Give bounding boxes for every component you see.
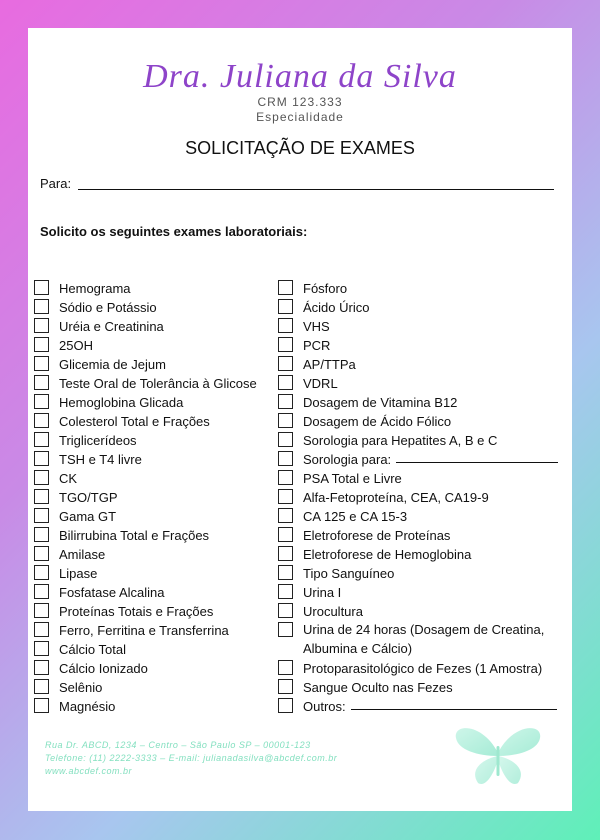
exam-label: Sorologia para: [303, 452, 392, 467]
exam-label: Glicemia de Jejum [59, 357, 166, 372]
exam-label: Amilase [59, 547, 106, 562]
left-exam-item [34, 545, 257, 564]
left-exam-item [34, 279, 257, 298]
doctor-name: Dra. Juliana da Silva [143, 58, 457, 95]
exam-checkbox[interactable] [278, 489, 293, 504]
exam-checkbox[interactable] [34, 698, 49, 713]
left-exam-item [34, 317, 257, 336]
right-exam-item [278, 621, 563, 659]
left-exam-item [34, 526, 257, 545]
exam-label: AP/TTPa [303, 357, 356, 372]
right-exam-item [278, 336, 563, 355]
exam-checkbox[interactable] [34, 622, 49, 637]
para-field[interactable] [78, 189, 554, 190]
specialty: Especialidade [256, 110, 344, 124]
exam-checkbox[interactable] [278, 470, 293, 485]
exam-label: VHS [303, 319, 330, 334]
exam-label: VDRL [303, 376, 338, 391]
right-exam-item [278, 507, 563, 526]
exam-label: Urina I [303, 585, 342, 600]
right-exam-item [278, 374, 563, 393]
exam-checkbox[interactable] [34, 432, 49, 447]
left-exam-item [34, 697, 257, 716]
butterfly-logo-icon [448, 718, 548, 788]
left-exam-item [34, 621, 257, 640]
exam-checkbox[interactable] [34, 299, 49, 314]
exam-checkbox[interactable] [34, 470, 49, 485]
right-exam-item [278, 526, 563, 545]
page-title: SOLICITAÇÃO DE EXAMES [185, 138, 415, 158]
right-exam-list [278, 279, 563, 716]
exam-checkbox[interactable] [34, 641, 49, 656]
exam-label: Lipase [59, 566, 98, 581]
para-label: Para: [40, 176, 72, 191]
exam-checkbox[interactable] [278, 280, 293, 295]
exam-label: PCR [303, 338, 331, 353]
exam-label: Dosagem de Ácido Fólico [303, 414, 452, 429]
exam-label: 25OH [59, 338, 93, 353]
left-exam-item [34, 659, 257, 678]
exam-label: Dosagem de Vitamina B12 [303, 395, 458, 410]
exam-checkbox[interactable] [34, 679, 49, 694]
right-exam-item [278, 564, 563, 583]
exam-checkbox[interactable] [278, 375, 293, 390]
exam-label: Outros: [303, 699, 346, 714]
left-exam-item [34, 374, 257, 393]
exam-checkbox[interactable] [278, 451, 293, 466]
right-exam-item [278, 412, 563, 431]
left-exam-item [34, 583, 257, 602]
exam-label: TGO/TGP [59, 490, 118, 505]
exam-checkbox[interactable] [34, 603, 49, 618]
exam-label: Eletroforese de Hemoglobina [303, 547, 472, 562]
request-label: Solicito os seguintes exames laboratoriais: [40, 224, 308, 239]
exam-checkbox[interactable] [278, 698, 293, 713]
exam-checkbox[interactable] [278, 394, 293, 409]
exam-label: TSH e T4 livre [59, 452, 142, 467]
exam-checkbox[interactable] [278, 660, 293, 675]
exam-label: Sangue Oculto nas Fezes [303, 680, 453, 695]
right-exam-item [278, 602, 563, 621]
exam-checkbox[interactable] [34, 280, 49, 295]
left-exam-item [34, 488, 257, 507]
left-exam-item [34, 469, 257, 488]
exam-label: Alfa-Fetoproteína, CEA, CA19-9 [303, 490, 489, 505]
footer-address: Rua Dr. ABCD, 1234 – Centro – São Paulo SP – 00001-123 [45, 740, 311, 750]
exam-checkbox[interactable] [278, 527, 293, 542]
exam-checkbox[interactable] [34, 584, 49, 599]
left-exam-item [34, 431, 257, 450]
left-exam-item [34, 298, 257, 317]
prescription-sheet [28, 28, 572, 811]
exam-checkbox[interactable] [278, 622, 293, 637]
exam-label: Urocultura [303, 604, 363, 619]
exam-label: Triglicerídeos [59, 433, 137, 448]
outros-field[interactable] [351, 697, 557, 710]
exam-label: Fósforo [303, 281, 348, 296]
exam-checkbox[interactable] [278, 432, 293, 447]
exam-checkbox[interactable] [34, 318, 49, 333]
exam-checkbox[interactable] [278, 508, 293, 523]
left-exam-item [34, 393, 257, 412]
exam-checkbox[interactable] [278, 603, 293, 618]
right-exam-item [278, 678, 563, 697]
left-exam-item [34, 412, 257, 431]
right-exam-item [278, 317, 563, 336]
exam-checkbox[interactable] [34, 413, 49, 428]
exam-checkbox[interactable] [278, 565, 293, 580]
right-exam-item [278, 583, 563, 602]
exam-label: Uréia e Creatinina [59, 319, 164, 334]
exam-checkbox[interactable] [34, 565, 49, 580]
right-exam-item [278, 431, 563, 450]
exam-label: Ferro, Ferritina e Transferrina [59, 623, 229, 638]
left-exam-item [34, 678, 257, 697]
footer-phone-email: Telefone: (11) 2222-3333 – E-mail: julianadasilva@abcdef.com.br [45, 753, 338, 763]
sorologia-field[interactable] [396, 450, 558, 463]
exam-label: PSA Total e Livre [303, 471, 402, 486]
exam-label: Selênio [59, 680, 103, 695]
exam-label: Teste Oral de Tolerância à Glicose [59, 376, 257, 391]
right-exam-item [278, 393, 563, 412]
right-exam-item [278, 659, 563, 678]
exam-label: Fosfatase Alcalina [59, 585, 165, 600]
exam-checkbox[interactable] [34, 451, 49, 466]
exam-checkbox[interactable] [278, 679, 293, 694]
exam-label: Tipo Sanguíneo [303, 566, 395, 581]
right-exam-item [278, 279, 563, 298]
exam-label: CK [59, 471, 78, 486]
exam-checkbox[interactable] [34, 508, 49, 523]
footer-website: www.abcdef.com.br [45, 766, 133, 776]
right-exam-item [278, 450, 563, 469]
exam-label: Ácido Úrico [303, 300, 370, 315]
exam-label: Sorologia para Hepatites A, B e C [303, 433, 498, 448]
exam-checkbox[interactable] [278, 413, 293, 428]
exam-checkbox[interactable] [34, 375, 49, 390]
exam-label: CA 125 e CA 15-3 [303, 509, 408, 524]
exam-label: Hemograma [59, 281, 131, 296]
exam-checkbox[interactable] [34, 394, 49, 409]
exam-label: Cálcio Total [59, 642, 126, 657]
right-exam-item [278, 355, 563, 374]
left-exam-item [34, 450, 257, 469]
left-exam-item [34, 336, 257, 355]
exam-label: Magnésio [59, 699, 116, 714]
exam-label: Sódio e Potássio [59, 300, 157, 315]
exam-checkbox[interactable] [278, 356, 293, 371]
exam-label: Urina de 24 horas (Dosagem de Creatina, Albumina e Cálcio) [303, 622, 545, 656]
exam-checkbox[interactable] [278, 318, 293, 333]
right-exam-item [278, 697, 563, 716]
left-exam-item [34, 355, 257, 374]
exam-checkbox[interactable] [278, 546, 293, 561]
exam-label: Colesterol Total e Frações [59, 414, 210, 429]
exam-checkbox[interactable] [34, 356, 49, 371]
left-exam-item [34, 507, 257, 526]
right-exam-item [278, 545, 563, 564]
footer-contact [45, 739, 337, 778]
left-exam-list [34, 279, 257, 716]
exam-label: Cálcio Ionizado [59, 661, 148, 676]
exam-label: Hemoglobina Glicada [59, 395, 184, 410]
exam-label: Eletroforese de Proteínas [303, 528, 451, 543]
exam-checkbox[interactable] [34, 660, 49, 675]
exam-checkbox[interactable] [34, 337, 49, 352]
exam-checkbox[interactable] [278, 337, 293, 352]
exam-checkbox[interactable] [278, 299, 293, 314]
crm-number: CRM 123.333 [257, 95, 343, 109]
exam-label: Bilirrubina Total e Frações [59, 528, 210, 543]
exam-checkbox[interactable] [278, 584, 293, 599]
exam-checkbox[interactable] [34, 527, 49, 542]
exam-checkbox[interactable] [34, 489, 49, 504]
exam-label: Protoparasitológico de Fezes (1 Amostra) [303, 661, 543, 676]
left-exam-item [34, 640, 257, 659]
exam-checkbox[interactable] [34, 546, 49, 561]
exam-label: Proteínas Totais e Frações [59, 604, 214, 619]
left-exam-item [34, 602, 257, 621]
right-exam-item [278, 469, 563, 488]
right-exam-item [278, 298, 563, 317]
exam-label: Gama GT [59, 509, 117, 524]
right-exam-item [278, 488, 563, 507]
left-exam-item [34, 564, 257, 583]
